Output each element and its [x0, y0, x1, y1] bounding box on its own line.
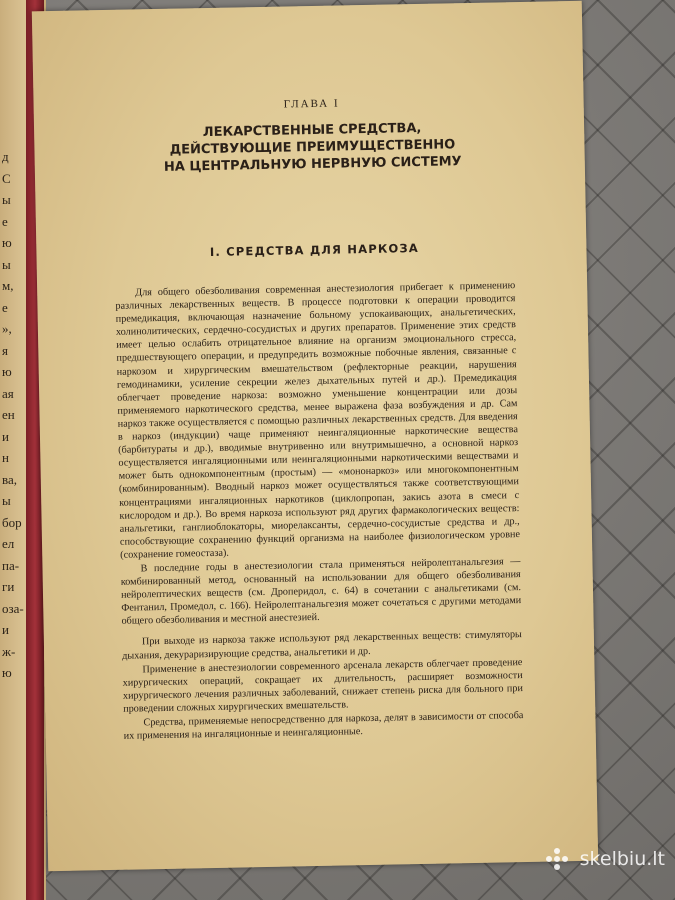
adjacent-page-text-fragment: ы: [2, 493, 11, 508]
chapter-title: [112, 118, 513, 177]
chapter-title-line: ДЕЙСТВУЮЩИЕ ПРЕИМУЩЕСТВЕННО: [169, 137, 456, 158]
adjacent-page-text-fragment: ва,: [2, 471, 17, 487]
adjacent-page-text-fragment: д: [2, 149, 9, 164]
adjacent-page-text-fragment: ю: [2, 665, 12, 680]
chapter-label: ГЛАВА I: [283, 97, 340, 111]
adjacent-page-text-fragment: бор: [2, 514, 22, 530]
chapter-title-line: НА ЦЕНТРАЛЬНУЮ НЕРВНУЮ СИСТЕМУ: [163, 154, 462, 175]
adjacent-page-text-fragment: ы: [2, 256, 11, 272]
adjacent-page-text-fragment: я: [2, 342, 8, 358]
paragraph: Средства, применяемые непосредственно для наркоза, делят в зависимости от способа их применения на ингаляционные и неингаляционные.: [123, 710, 524, 742]
adjacent-page-text-fragment: и: [2, 428, 9, 444]
paragraph: При выходе из наркоза также используют ряд лекарственных веществ: стимуляторы дыхания, декураризирующие средства, анальгетики и др.: [122, 629, 522, 662]
page-text: [112, 94, 524, 743]
adjacent-page-text-fragment: ен: [2, 407, 15, 422]
adjacent-page-text-fragment: ел: [2, 536, 15, 551]
watermark: [546, 848, 665, 870]
section-title: I. СРЕДСТВА ДЛЯ НАРКОЗА: [209, 240, 420, 259]
watermark-logo-icon: [546, 848, 574, 870]
adjacent-page-text-fragment: »,: [2, 321, 12, 336]
adjacent-page-text-fragment: ж-: [2, 643, 16, 659]
adjacent-page-text-fragment: ы: [2, 192, 11, 207]
adjacent-page-text-fragment: ю: [2, 235, 12, 250]
book-page: [32, 1, 598, 871]
adjacent-page-text-fragment: и: [2, 622, 9, 637]
watermark-text: skelbiu.lt: [579, 848, 665, 870]
adjacent-page-text-fragment: е: [2, 299, 8, 315]
paragraph: Для общего обезболивания современная анестезиология прибегает к применению различных лекарственных веществ. В процессе подготовки к операции проводится премедикация, включающая назначение больному успокаивающих, анальгетических, холинолитических, сердечно-сосудистых и других препаратов. Применение этих средств имеет целью ослабить отрицательное влияние на организм эмоционального стресса, предшествующего операции, и предупредить возможные побочные явления, связанные с наркозом и хирургическим вмешательством (рефлекторные реакции, нарушения гемодинамики, усиление секреции желез дыхательных путей и др.). Премедикация облегчает проведение наркоза: возможно уменьшение концентрации или дозы применяемого наркотического средства, менее выражена фаза возбуждения и др. Сам наркоз также осуществляется с помощью различных лекарственных средств. Для введения в наркоз (индукции) чаще применяют неингаляционные наркотические вещества (барбитураты и др.), вводимые внутривенно или внутримышечно, а основной наркоз осуществляется ингаляционными или неингаляционными наркотическими веществами и может быть однокомпонентным (простым) — «мононаркоз» или многокомпонентным (комбинированным). Вводный наркоз может осуществляться также соответствующими концентрациями ингаляционных наркотиков (циклопропан, закись азота в смеси с кислородом и др.). Во время наркоза используют ряд других фармакологических веществ: анальгетики, ганглиоблокаторы, миорелаксанты, сердечно-сосудистые средства и др., способствующие сохранению функций организма на наиболее физиологическом уровне (сохранение гомеостаза).: [115, 280, 521, 561]
chapter-title-line: ЛЕКАРСТВЕННЫЕ СРЕДСТВА,: [202, 120, 422, 141]
adjacent-page-text-fragment: м,: [2, 278, 14, 293]
paragraph: Применение в анестезиологии современного арсенала лекарств облегчает проведение хирургических операций, сокращает их длительность, расширяет возможности хирургического лечения различных заболеваний, снижает степень риска для больного при проведении сложных хирургических вмешательств.: [122, 656, 523, 715]
adjacent-page-text-fragment: С: [2, 170, 11, 186]
adjacent-page-text-fragment: ю: [2, 364, 12, 379]
adjacent-page-text-fragment: ги: [2, 579, 15, 594]
adjacent-page-text-fragment: па-: [2, 557, 20, 573]
adjacent-page-text-fragment: н: [2, 450, 9, 465]
paragraph: В последние годы в анестезиологии стала применяться нейролептанальгезия — комбинированный метод, основанный на использовании для общего обезболивания нейролептических веществ (см. Дроперидол, с. 64) в сочетании с анальгетиками (см. Фентанил, Промедол, с. 166). Нейролептанальгезия может сочетаться с другими методами общего обезболивания и местной анестезией.: [120, 556, 522, 628]
adjacent-page-text-fragment: е: [2, 213, 8, 229]
adjacent-page-text-fragment: ая: [2, 385, 14, 401]
adjacent-page-text-fragment: оза-: [2, 600, 24, 616]
